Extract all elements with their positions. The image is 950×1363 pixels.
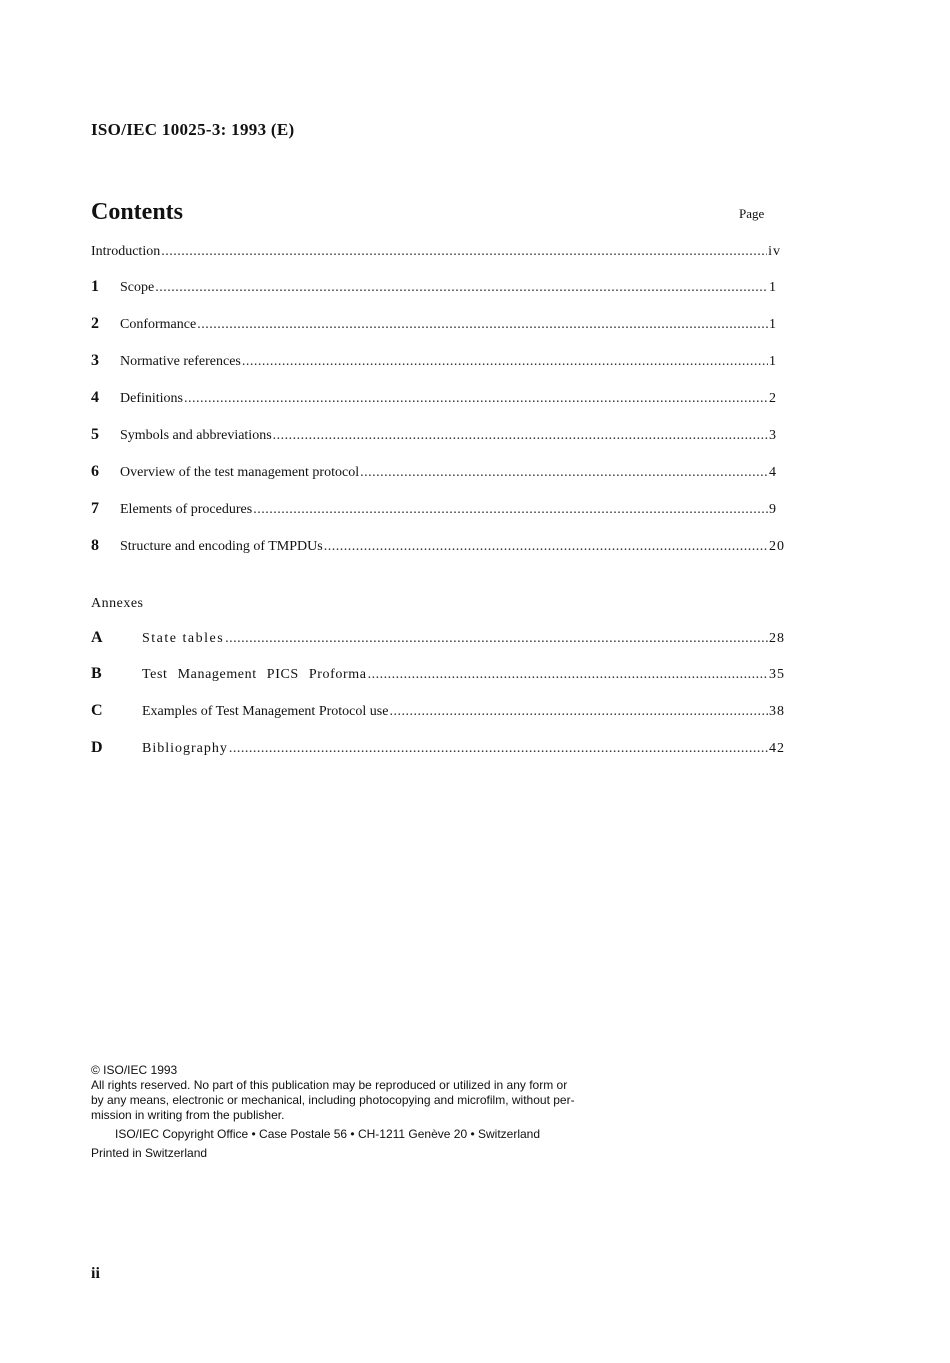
toc-page: 35 (769, 667, 785, 682)
toc-page: 38 (769, 704, 785, 719)
toc-page: 1 (769, 354, 777, 369)
toc-label: Examples of Test Management Protocol use (142, 704, 389, 719)
leader-dots (273, 428, 768, 444)
leader-dots (324, 539, 768, 555)
toc-letter: A (91, 629, 103, 646)
toc-label: Elements of procedures (120, 502, 253, 517)
copyright-office-address: ISO/IEC Copyright Office • Case Postale 56 • CH-1211 Genève 20 • Switzerland (115, 1127, 541, 1141)
toc-entry-clause[interactable] (91, 352, 777, 370)
toc-entry-clause[interactable] (91, 278, 777, 296)
toc-number: 7 (91, 500, 99, 517)
toc-entry-annex[interactable] (91, 739, 785, 757)
leader-dots (184, 391, 768, 407)
toc-label: Definitions (120, 391, 183, 406)
rights-text: mission in writing from the publisher. (91, 1108, 285, 1122)
toc-page: 9 (769, 502, 777, 517)
printed-in: Printed in Switzerland (91, 1146, 208, 1160)
toc-label: State tables (142, 631, 225, 646)
toc-entry-clause[interactable] (91, 537, 785, 555)
toc-page: 2 (769, 391, 777, 406)
leader-dots (253, 502, 768, 518)
toc-number: 8 (91, 537, 99, 554)
toc-entry-clause[interactable] (91, 389, 777, 407)
toc-label: Structure and encoding of TMPDUs (120, 539, 323, 554)
toc-number: 6 (91, 463, 99, 480)
toc-entry-annex[interactable] (91, 702, 785, 720)
toc-number: 5 (91, 426, 99, 443)
copyright-notice (91, 1063, 575, 1161)
toc-label: Bibliography (142, 741, 228, 756)
leader-dots (225, 631, 768, 647)
rights-text: All rights reserved. No part of this publication may be reproduced or utilized in any form or (91, 1078, 568, 1092)
toc-page: iv (768, 244, 781, 259)
toc-page: 1 (769, 317, 777, 332)
toc-label: Scope (120, 280, 155, 295)
toc-number: 4 (91, 389, 99, 406)
leader-dots (389, 704, 768, 720)
page-column-label: Page (739, 206, 765, 221)
leader-dots (368, 667, 768, 683)
toc-letter: C (91, 702, 103, 719)
toc-number: 3 (91, 352, 99, 369)
toc-label: Introduction (91, 244, 161, 259)
leader-dots (229, 741, 768, 757)
toc-page: 28 (769, 631, 785, 646)
toc-entry-clause[interactable] (91, 500, 777, 518)
leader-dots (242, 354, 768, 370)
toc-label: Test Management PICS Proforma (142, 667, 367, 682)
leader-dots (197, 317, 768, 333)
toc-entry-annex[interactable] (91, 665, 785, 683)
toc-page: 42 (769, 741, 785, 756)
toc-label: Overview of the test management protocol (120, 465, 360, 480)
toc-number: 1 (91, 278, 99, 295)
leader-dots (360, 465, 768, 481)
toc-letter: D (91, 739, 103, 756)
page-number: ii (91, 1265, 100, 1282)
toc-entry-clause[interactable] (91, 463, 777, 481)
toc-page: 1 (769, 280, 777, 295)
toc-page: 4 (769, 465, 777, 480)
toc-entry-clause[interactable] (91, 426, 777, 444)
copyright-line: © ISO/IEC 1993 (91, 1063, 178, 1077)
annexes-heading: Annexes (91, 596, 144, 611)
toc-letter: B (91, 665, 102, 682)
toc-entry-introduction[interactable] (91, 244, 781, 260)
toc-number: 2 (91, 315, 99, 332)
toc-page: 20 (769, 539, 785, 554)
document-header: ISO/IEC 10025-3: 1993 (E) (91, 120, 295, 139)
leader-dots (161, 244, 767, 260)
toc-entry-clause[interactable] (91, 315, 777, 333)
toc-label: Normative references (120, 354, 241, 369)
toc-label: Conformance (120, 317, 197, 332)
rights-text: by any means, electronic or mechanical, including photocopying and microfilm, without per- (91, 1093, 575, 1107)
toc-label: Symbols and abbreviations (120, 428, 272, 443)
toc-page: 3 (769, 428, 777, 443)
toc-entry-annex[interactable] (91, 629, 785, 647)
leader-dots (155, 280, 768, 296)
contents-title: Contents (91, 199, 184, 225)
